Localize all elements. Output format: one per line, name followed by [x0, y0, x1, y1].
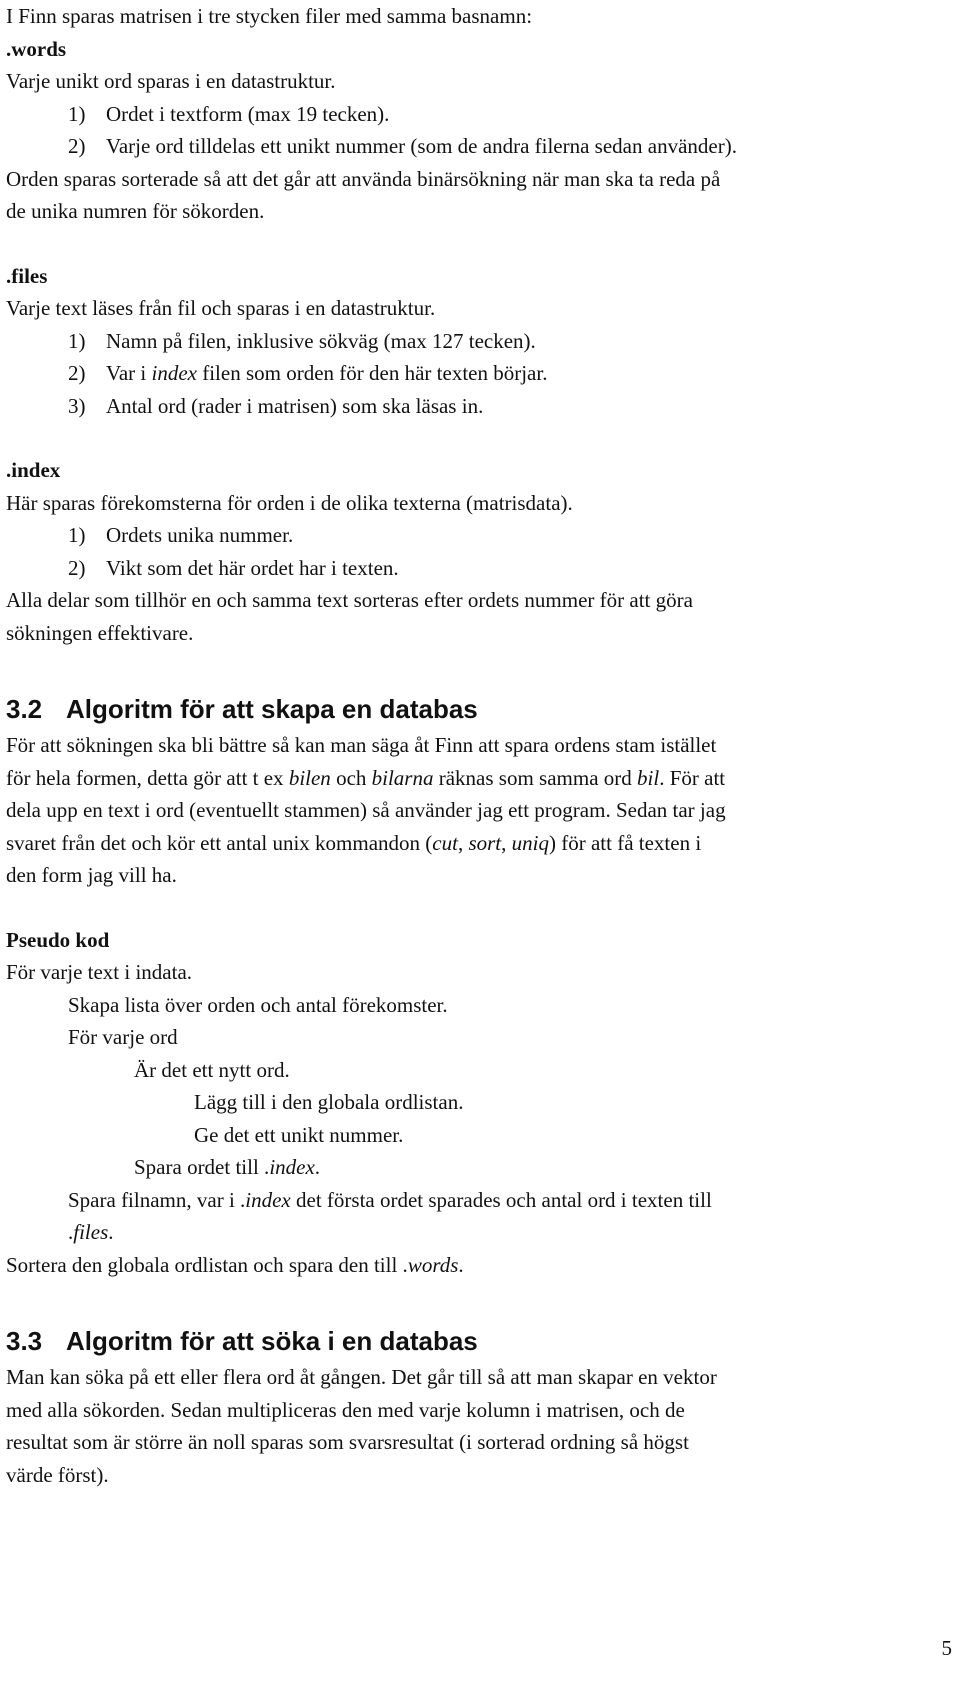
text-run: räknas som samma ord: [433, 765, 638, 790]
emphasis: uniq: [511, 830, 549, 855]
pseudo-line-6: Ge det ett unikt nummer.: [194, 1122, 404, 1147]
section-3-2-line-5: den form jag vill ha.: [6, 863, 177, 887]
spacer: [6, 892, 954, 924]
item-number: 1): [68, 101, 86, 126]
words-description: Varje unikt ord sparas i en datastruktur.: [6, 69, 336, 93]
item-number: 2): [68, 555, 86, 580]
text-run: och: [330, 765, 372, 790]
spacer: [6, 228, 954, 260]
index-item-2: [6, 552, 954, 585]
item-text-post: filen som orden för den här texten börjar.: [196, 361, 548, 385]
pseudo-line-9: [6, 1216, 954, 1249]
index-file-heading: .index: [6, 458, 61, 482]
pseudo-line-1: För varje text i indata.: [6, 960, 193, 984]
files-file-heading: .files: [6, 263, 48, 288]
page-number: 5: [941, 1636, 952, 1660]
emphasis: cut: [432, 830, 458, 855]
index-note-line-1: Alla delar som tillhör en och samma text sorteras efter ordets nummer för att göra: [6, 588, 693, 612]
index-description: Här sparas förekomsterna för orden i de olika texterna (matrisdata).: [6, 490, 573, 515]
section-3-2-line-3: dela upp en text i ord (eventuellt stammen) så använder jag ett program. Sedan tar jag: [6, 798, 726, 822]
text-run: svaret från det och kör ett antal unix kommandon (: [6, 830, 433, 855]
item-number: 2): [68, 361, 86, 385]
item-text-pre: Var i: [106, 361, 152, 385]
item-number: 1): [68, 523, 86, 547]
document-page: [6, 0, 954, 1491]
emphasis: files: [73, 1220, 109, 1244]
text-run: ) för att få texten i: [548, 830, 702, 855]
spacer: [6, 649, 954, 681]
pseudo-code-heading: Pseudo kod: [6, 927, 110, 952]
text-run: . För att: [659, 765, 726, 790]
text-run: Spara ordet till .: [134, 1155, 270, 1179]
item-text: Ordet i textform (max 19 tecken).: [106, 101, 390, 126]
section-number: 3.2: [6, 694, 43, 724]
text-run: för hela formen, detta gör att t ex: [6, 765, 289, 790]
section-3-3-line-2: med alla sökorden. Sedan multipliceras den med varje kolumn i matrisen, och de: [6, 1397, 685, 1422]
section-3-2-line-4: [6, 827, 954, 860]
item-text: Varje ord tilldelas ett unikt nummer (som de andra filerna sedan använder).: [106, 134, 737, 158]
pseudo-line-7: [6, 1151, 954, 1184]
emphasis: index: [269, 1155, 315, 1179]
text-run: .: [458, 1252, 464, 1277]
emphasis: bil: [637, 765, 660, 790]
spacer: [6, 1281, 954, 1313]
section-3-2-line-2: [6, 762, 954, 795]
pseudo-line-8: [6, 1184, 954, 1217]
section-title: Algoritm för att skapa en databas: [66, 694, 478, 724]
intro-text: I Finn sparas matrisen i tre stycken filer med samma basnamn:: [6, 4, 533, 28]
text-run: det första ordet sparades och antal ord i texten till: [290, 1187, 712, 1212]
item-text-em: index: [151, 361, 197, 385]
item-number: 3): [68, 393, 86, 418]
index-item-1: [6, 519, 954, 552]
files-item-2: [6, 357, 954, 390]
item-number: 2): [68, 134, 86, 158]
pseudo-line-3: För varje ord: [68, 1025, 178, 1049]
pseudo-line-10: [6, 1249, 954, 1282]
item-text: Vikt som det här ordet har i texten.: [106, 555, 399, 580]
words-file-heading: .words: [6, 36, 67, 61]
section-number: 3.3: [6, 1326, 43, 1356]
item-number: 1): [68, 328, 86, 353]
text-run: Spara filnamn, var i .: [68, 1187, 246, 1212]
pseudo-line-5: Lägg till i den globala ordlistan.: [194, 1090, 464, 1114]
text-run: .: [68, 1220, 74, 1244]
section-3-2-heading: [6, 689, 954, 729]
emphasis: sort: [468, 830, 502, 855]
section-3-3-line-1: Man kan söka på ett eller flera ord åt gången. Det går till så att man skapar en vektor: [6, 1365, 717, 1389]
emphasis: index: [245, 1187, 291, 1212]
words-item-1: [6, 98, 954, 131]
words-note-line-1: Orden sparas sorterade så att det går att använda binärsökning när man ska ta reda på: [6, 166, 721, 191]
text-run: .: [314, 1155, 321, 1179]
words-item-2: [6, 130, 954, 163]
text-run: ,: [457, 830, 469, 855]
words-note-line-2: de unika numren för sökorden.: [6, 199, 265, 223]
section-title: Algoritm för att söka i en databas: [66, 1326, 478, 1356]
emphasis: words: [407, 1252, 459, 1277]
pseudo-line-4: Är det ett nytt ord.: [134, 1057, 290, 1082]
text-run: ,: [501, 830, 512, 855]
files-description: Varje text läses från fil och sparas i en datastruktur.: [6, 296, 436, 320]
pseudo-line-2: Skapa lista över orden och antal förekomster.: [68, 992, 448, 1017]
emphasis: bilen: [288, 765, 331, 790]
text-run: Sortera den globala ordlistan och spara den till .: [6, 1252, 408, 1277]
item-text: Antal ord (rader i matrisen) som ska läsas in.: [106, 393, 484, 418]
item-text: Namn på filen, inklusive sökväg (max 127 tecken).: [106, 328, 536, 353]
emphasis: bilarna: [371, 765, 434, 790]
files-item-3: [6, 390, 954, 423]
files-item-1: [6, 325, 954, 358]
index-note-line-2: sökningen effektivare.: [6, 620, 194, 645]
section-3-3-heading: [6, 1321, 954, 1361]
section-3-3-line-4: värde först).: [6, 1462, 109, 1487]
section-3-3-line-3: resultat som är större än noll sparas som svarsresultat (i sorterad ordning så högst: [6, 1430, 689, 1454]
section-3-2-line-1: För att sökningen ska bli bättre så kan man säga åt Finn att spara ordens stam istället: [6, 733, 717, 757]
item-text: Ordets unika nummer.: [106, 523, 294, 547]
text-run: .: [108, 1220, 114, 1244]
spacer: [6, 422, 954, 454]
